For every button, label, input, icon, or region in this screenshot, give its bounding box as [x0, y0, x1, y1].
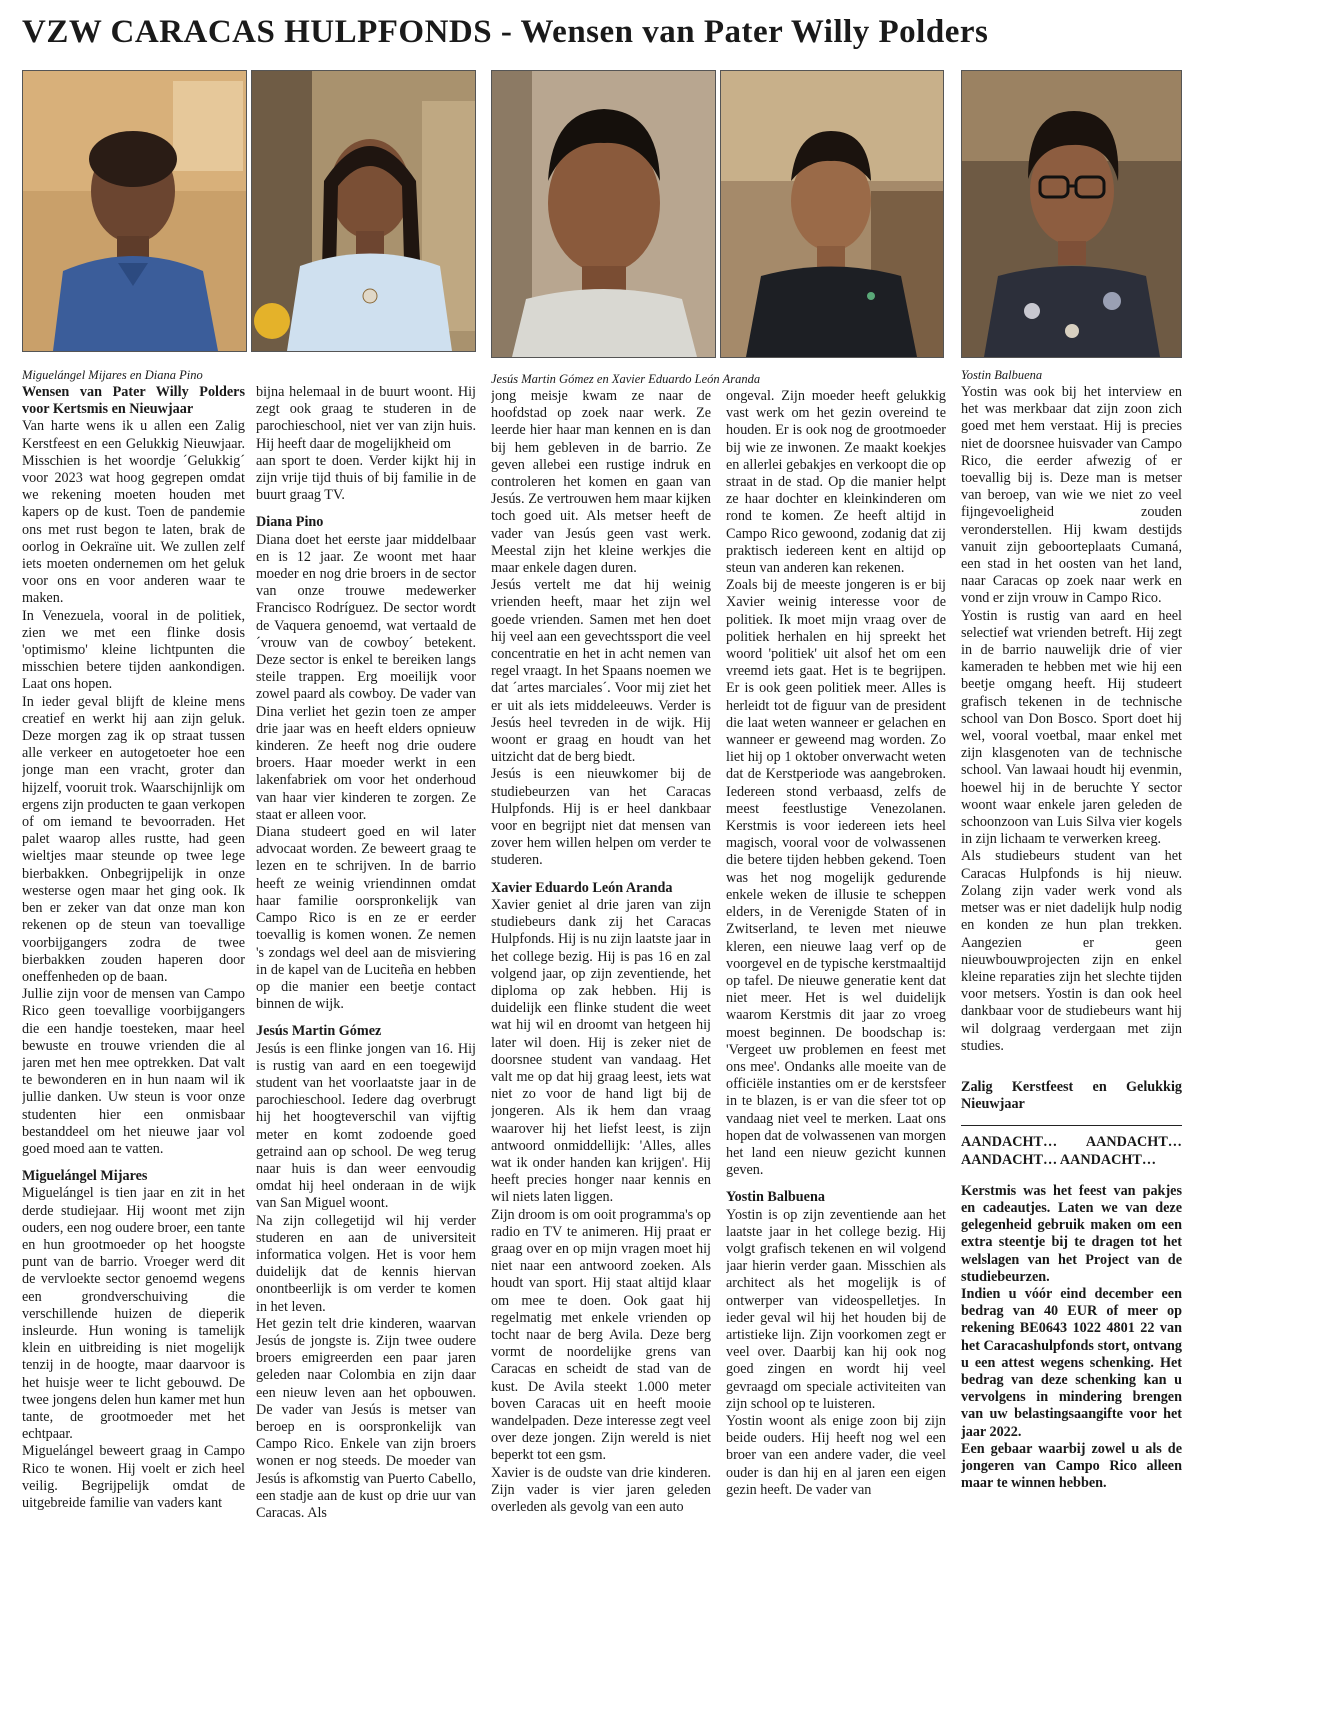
paragraph: Jesús vertelt me dat hij weinig vrienden heeft, maar het zijn wel goede vrienden. Samen met hen doet hij veel aan een gevechtssport die veel concentratie en het in acht nemen van regel vraagt. In het Spaans noemen we dat ´artes marciales´. Voor mij ziet het er uit als iets middeleeuws. Verder is Jesús heel tevreden in de wijk. Hij woont er graag en houdt van het uitzicht dat de berg biedt. — [491, 577, 711, 766]
notice-heading: AANDACHT… AANDACHT… AANDACHT… AANDACHT… — [961, 1134, 1182, 1168]
paragraph: In Venezuela, vooral in de politiek, zien we met een flinke dosis 'optimismo' kleine lichtpunten die misschien betere tijden aankondigen. Laat ons hopen. — [22, 607, 245, 693]
page-title: VZW CARACAS HULPFONDS - Wensen van Pater Willy Polders — [22, 14, 989, 50]
closing-greeting: Zalig Kerstfeest en Gelukkig Nieuwjaar — [961, 1078, 1182, 1113]
paragraph: ongeval. Zijn moeder heeft gelukkig vast werk om het gezin overeind te houden. Er is ook nog de grootmoeder bij wie ze inwonen. Ze maakt koekjes en allerlei gebakjes en verkoopt die op straat in de stad. Op die manier helpt ze haar dochter en kleinkinderen om rond te komen. Ze heeft altijd in Campo Rico gewoond, zodanig dat zij praktisch iedereen kent en altijd op steun van anderen kan rekenen. — [726, 388, 946, 577]
paragraph: Miguelángel beweert graag in Campo Rico te wonen. Hij voelt er zich heel veilig. Begrijpelijk omdat de uitgebreide familie van vaders kant — [22, 1443, 245, 1511]
paragraph: jong meisje kwam ze naar de hoofdstad op zoek naar werk. Ze leerde hier haar man kennen en is dan bij hem gebleven in de barrio. Ze geven allebei een rustige indruk en controleren het komen en gaan van Jesús. Ze vertrouwen hem maar kijken toch goed uit. Als metser heeft de vader van Jesús geen vast werk. Meestal zijn het kleine werkjes die maar enkele dagen duren. — [491, 388, 711, 577]
divider — [961, 1125, 1182, 1126]
paragraph: bijna helemaal in de buurt woont. Hij zegt ook graag te studeren in de parochieschool, niet ver van zijn huis. Hij heeft daar de mogelijkheid om — [256, 384, 476, 452]
photo-miguelangel — [22, 70, 247, 352]
column-2 — [256, 384, 476, 1720]
column-5 — [961, 384, 1182, 1720]
section-heading-jesus: Jesús Martin Gómez — [256, 1023, 382, 1040]
paragraph: aan sport te doen. Verder kijkt hij in zijn vrije tijd thuis of bij familie in de buurt graag TV. — [256, 452, 476, 504]
paragraph: Zoals bij de meeste jongeren is er bij Xavier weinig interesse voor de politiek. Ik moet mijn vraag over de politiek herhalen en hij spreekt het woord 'politiek' uit alsof het om een vreemd iets gaat. Het is te begrijpen. Er is ook geen politiek meer. Alles is herleidt tot de figuur van de president die laat weten wanneer er gelachen en wanneer er geweend mag worden. Zo liet hij op 1 oktober onverwacht weten dat de Kerstperiode was aangebroken. Iedereen stond verbaasd, zelfs de meest feestlustige Venezolanen. Kerstmis is voor iedereen iets heel magisch, vooral voor de volwassenen die betere tijden hebben gekend. Toen was het nog mogelijk gedurende enkele weken de illusie te scheppen elders, in de Verenigde Staten of in Zwitserland, te leven met nieuwe kleren, een nieuwe laag verf op de voorgevel en de typische kerstmaaltijd op tafel. De nieuwe generatie kent dat niet meer. Het is wel duidelijk waarom Kerstmis dit jaar zo vroeg moest beginnen. De boodschap is: 'Vergeet uw problemen en feest met ons mee'. Ondanks alle moeite van de officiële instanties om er de kerstsfeer in te blazen, is er van die sfeer tot op vandaag niet veel te merken. Laat ons hopen dat de volwassenen van morgen het land een nieuw gezicht kunnen geven. — [726, 577, 946, 1179]
section-heading-yostin: Yostin Balbuena — [726, 1189, 825, 1206]
paragraph: Van harte wens ik u allen een Zalig Kerstfeest en een Gelukkig Nieuwjaar. Misschien is het woordje ´Gelukkig´ voor 2023 wat hoog gegrepen omdat we rekening moeten houden met kapers op de kust. Toen de pandemie ons met rust begon te laten, brak de oorlog in Oekraïne uit. We zullen zelf iets moeten ondernemen om het geluk voor ons en voor anderen waar te maken. — [22, 418, 245, 607]
notice-paragraph: Kerstmis was het feest van pakjes en cadeautjes. Laten we van deze gelegenheid gebruik maken om een extra steentje bij te dragen tot het welslagen van het Project van de studiebeurzen. — [961, 1182, 1182, 1285]
paragraph: Zijn droom is om ooit programma's op radio en TV te animeren. Hij praat er graag over en op mijn vragen moet hij niet naar een antwoord zoeken. Als houdt van sport. Hij staat altijd klaar om mee te doen. Ook gaat hij regelmatig met enkele vrienden op tocht naar de berg Avila. Deze berg vormt de noordelijke grens van Caracas en scheidt de stad van de kust. De Avila steekt 1.000 meter boven Caracas uit en heeft mooie wandelpaden. Deze interesse zegt veel over deze jongen. Zijn wereld is niet beperkt tot een gsm. — [491, 1206, 711, 1464]
paragraph: Yostin was ook bij het interview en het was merkbaar dat zijn zoon zich goed met hem verstaat. Hij is precies niet de doorsnee huisvader van Campo Rico, die eerder afwezig of er toevallig bij is. Deze man is metser van beroep, van wie we niet zo veel fijngevoeligheid zouden veronderstellen. Hij kwam destijds vanuit zijn geboorteplaats Cumaná, een stad in het oosten van het land, naar Caracas op zoek naar werk en vond er zijn vrouw in Campo Rico. — [961, 384, 1182, 607]
paragraph: Jesús is een flinke jongen van 16. Hij is rustig van aard en een toegewijd student van het voorlaatste jaar in de parochieschool. Iedere dag overbrugt hij het hoogteverschil van vijftig meter en komt zodoende goed getraind aan op school. De weg terug naar huis is dan weer eenvoudig omdat hij heel onderaan in de wijk van San Miguel woont. — [256, 1040, 476, 1212]
section-heading-diana: Diana Pino — [256, 514, 324, 531]
photo-jesus — [491, 70, 716, 358]
paragraph: Na zijn collegetijd wil hij verder studeren en aan de universiteit informatica volgen. Het is voor hem duidelijk dat de kennis hiervan onontbeerlijk is om verder te komen in het leven. — [256, 1212, 476, 1315]
photo-diana — [251, 70, 476, 352]
caption-photo-2: Jesús Martin Gómez en Xavier Eduardo León Aranda — [491, 372, 761, 386]
paragraph: Yostin woont als enige zoon bij zijn beide ouders. Hij heeft nog wel een broer van een andere vader, die veel ouder is dan hij en al jaren een eigen gezin heeft. De vader van — [726, 1412, 946, 1498]
caption-photo-1: Miguelángel Mijares en Diana Pino — [22, 368, 203, 382]
article-heading: Wensen van Pater Willy Polders voor Kertsmis en Nieuwjaar — [22, 384, 245, 418]
paragraph: Xavier geniet al drie jaren van zijn studiebeurs dank zij het Caracas Hulpfonds. Hij is nu zijn laatste jaar in het college bezig. Hij is pas 16 en zal volgend jaar, op zijn zeventiende, het diploma op zak hebben. Hij is duidelijk een flinke student die weet wat hij wil en droomt van hetgeen hij later wil doen. Hij is zeker niet de doorsnee student van vandaag. Het valt me op dat hij graag leest, iets wat niet zo voor de hand ligt bij de jongeren. Als ik hem dan vraag waarover hij het liefst leest, is zijn antwoord onmiddellijk: 'Alles, alles wat ik onder handen kan krijgen'. Hij heeft precies honger naar kennis en wil niets laten liggen. — [491, 896, 711, 1206]
paragraph: Jullie zijn voor de mensen van Campo Rico geen toevallige voorbijgangers die een handje toesteken, maar heel bewuste en trouwe vrienden die al jaren met hen mee optrekken. Dat valt te bewonderen en in hun naam wil ik jullie danken. Uw steun is voor onze studenten hier een onmisbaar bestanddeel om het nieuwe jaar vol goed moed aan te vatten. — [22, 986, 245, 1157]
paragraph: Yostin is rustig van aard en heel selectief wat vrienden betreft. Hij zegt in de barrio nauwelijk drie of vier kameraden te hebben met wie hij een beetje omgang heeft. Hij studeert grafisch tekenen in de technische school van Don Bosco. Sport doet hij wel, vooral voetbal, maar enkel met zijn klasgenoten van de technische school. Van lawaai houdt hij evenmin, hoewel hij in de beruchte Y sector woont waar enkele jaren geleden de schoonzoon van Luis Silva vier kogels in zijn lichaam te verwerken kreeg. — [961, 607, 1182, 848]
section-heading-miguelangel: Miguelángel Mijares — [22, 1168, 148, 1185]
paragraph: Jesús is een nieuwkomer bij de studiebeurzen van het Caracas Hulpfonds. Hij is er heel dankbaar voor en begrijpt niet dat mensen van zover hem willen helpen om verder te studeren. — [491, 766, 711, 869]
notice-paragraph: Een gebaar waarbij zowel u als de jongeren van Campo Rico alleen maar te winnen hebben. — [961, 1440, 1182, 1492]
paragraph: Het gezin telt drie kinderen, waarvan Jesús de jongste is. Zijn twee oudere broers emigreerden een paar jaren geleden naar Colombia en zijn daar een nieuw leven aan het opbouwen. De vader van Jesús is metser van beroep en is oorspronkelijk van Campo Rico. Enkele van zijn broers wonen er nog steeds. De moeder van Jesús is afkomstig van Puerto Cabello, een stadje aan de kust op drie uur van Caracas. Als — [256, 1315, 476, 1521]
paragraph: Diana doet het eerste jaar middelbaar en is 12 jaar. Ze woont met haar moeder en nog drie broers in de sector van onze trouwe medewerker Francisco Rodríguez. De sector wordt de Vaquera genoemd, wat vertaald de ´vrouw van de cowboy´ betekent. Deze sector is enkel te bereiken langs steile trappen. Erg moeilijk voor zowel paard als cowboy. De vader van Dina verliet het gezin toen ze amper drie jaar was en heeft elders opnieuw kinderen. Ze heeft nog drie oudere broers. Haar moeder werkt in een lakenfabriek om voor het onderhoud van haar vier kinderen te zorgen. Ze staat er alleen voor. — [256, 531, 476, 823]
column-1 — [22, 384, 245, 1720]
caption-photo-3: Yostin Balbuena — [961, 368, 1043, 382]
paragraph: Als studiebeurs student van het Caracas Hulpfonds is hij nieuw. Zolang zijn vader werk vond als metser was er niet dadelijk hulp nodig en konden ze hun plan trekken. Aangezien er geen nieuwbouwprojecten zijn en enkel kleine reparaties zijn het slechte tijden voor metsers. Yostin is dan ook heel dankbaar voor de studiebeurs want hij wil dolgraag verdergaan met zijn studies. — [961, 848, 1182, 1054]
paragraph: In ieder geval blijft de kleine mens creatief en werkt hij aan zijn geluk. Deze morgen zag ik op straat tussen alle verkeer en autogetoeter hoe een jonge man een vracht, groter dan hijzelf, vooruit trok. Waarschijnlijk om ergens zijn producten te gaan verkopen of om iemand te bevoorraden. Het palet waarop alles rustte, had geen wieltjes maar steunde op twee lege bierbakken. Onbegrijpelijk in onze westerse ogen maar het ging ook. Ik ben er zeker van dat onze man kon rekenen op de steun van toevallige voorbijgangers zodra de twee bierbakken zouden haperen door oneffenheden op de baan. — [22, 693, 245, 985]
paragraph: Yostin is op zijn zeventiende aan het laatste jaar in het college bezig. Hij volgt grafisch tekenen en wil volgend jaar hierin verder gaan. Misschien als architect als het mogelijk is of ontwerper van videospelletjes. In ieder geval wil hij het houden bij de artistieke lijn. Zijn voorkomen zegt er veel over. Daarbij kan hij ook nog goed zingen en wordt hij veel gevraagd om speciale activiteiten van zijn school op te luisteren. — [726, 1206, 946, 1412]
paragraph: Xavier is de oudste van drie kinderen. Zijn vader is vier jaren geleden overleden als gevolg van een auto — [491, 1464, 711, 1515]
notice-paragraph: Indien u vóór eind december een bedrag van 40 EUR of meer op rekening BE0643 1022 4801 22 van het Caracashulpfonds stort, ontvang u een attest wegens schenking. Het bedrag van deze schenking kan u vervolgens in mindering brengen van uw belastingsaangifte voor het jaar 2022. — [961, 1285, 1182, 1440]
column-3 — [491, 388, 711, 1720]
paragraph: Diana studeert goed en wil later advocaat worden. Ze beweert graag te lezen en te schrijven. In de barrio heeft ze weinig vriendinnen omdat haar familie oorspronkelijk van Campo Rico is en ze er eerder toevallig is komen wonen. Ze nemen 's zondags wel deel aan de misviering in de kapel van de Luciteña en hebben op die manier een beetje contact binnen de wijk. — [256, 824, 476, 1013]
notice-box — [961, 1134, 1182, 1492]
paragraph: Miguelángel is tien jaar en zit in het derde studiejaar. Hij woont met zijn ouders, een nog oudere broer, een tante en hun grootmoeder op het hoogste punt van de barrio. Vroeger werd dit de vervloekte sector genoemd wegens een grondverschuiving die verschillende huizen de dieperik insleurde. Hun woning is tamelijk klein en uitbreiding is niet mogelijk tenzij in de hoogte, maar daarvoor is het huisje weer te licht gebouwd. De twee jongens delen hun kamer met hun tante, de grootmoeder met het echtpaar. — [22, 1185, 245, 1443]
photo-yostin — [961, 70, 1182, 358]
column-4 — [726, 388, 946, 1720]
photo-xavier — [720, 70, 944, 358]
section-heading-xavier: Xavier Eduardo León Aranda — [491, 879, 673, 896]
